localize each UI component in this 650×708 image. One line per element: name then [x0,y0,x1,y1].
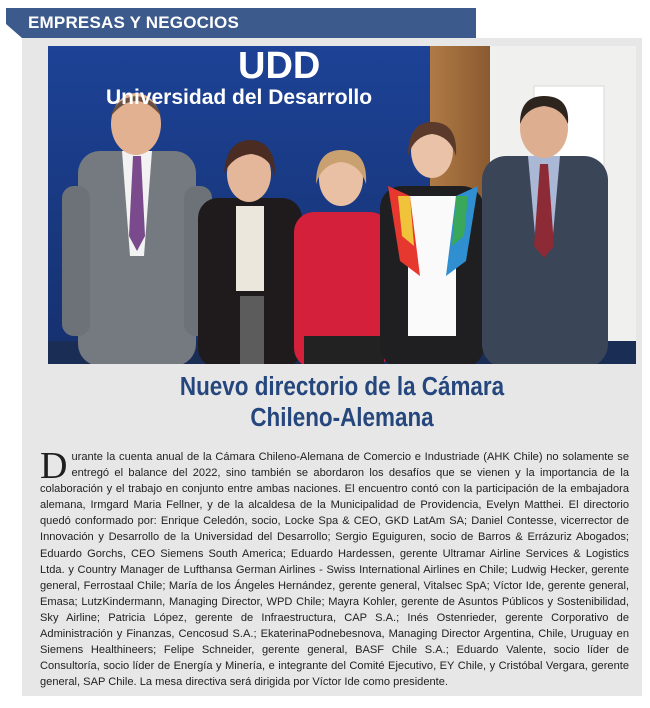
drop-cap: D [40,445,68,487]
article-photo [48,46,636,364]
headline-line-2: Chileno-Alemana [250,404,434,432]
article-headline [83,372,600,434]
section-header [6,8,476,38]
article-body-text: urante la cuenta anual de la Cámara Chileno-Alemana de Comercio e Industriade (AHK Chile) no solamente se entregó el balance del 2022, sino también se abordaron los desafíos que se vienen y la importancia de la colaboración y el trabajo en conjunto entre ambas naciones. El encuentro contó con la participación de la embajadora alemana, Irmgard Maria Fellner, y de la alcaldesa de la Municipalidad de Providencia, Evelyn Matthei. El directorio quedó conformado por: Enrique Celedón, socio, Locke Spa & CEO, GKD LatAm SA; Daniel Contesse, vicerrector de Innovación y Desarrollo de la Universidad del Desarrollo; Sergio Eguiguren, socio de Barros & Errázuriz Abogados; Eduardo Gorchs, CEO Siemens South America; Eduardo Hardessen, gerente Ultramar Airline Services & Logistics Ltda. y Country Manager de Lufthansa German Airlines - Swiss International Airlines en Chile; Ludwig Hecker, gerente general, Ferrostaal Chile; María de los Ángeles Hernández, gerente general, Vitalsec SpA; Víctor Ide, gerente general, Emasa; LutzKindermann, Managing Director, WPD Chile; Mayra Kohler, gerente de Asuntos Públicos y Sostenibilidad, Sky Airline; Patricia López, gerente de Infraestructura, CAP S.A.; Inés Ostenrieder, gerente Corporativo de Administración y Finanzas, Cencosud S.A.; EkaterinaPodnebesnova, Managing Director Argentina, Chile, Uruguay en Siemens Healthineers; Felipe Schneider, gerente general, BASF Chile S.A.; Eduardo Valente, socio líder de Consultoría, socio líder de Energía y Minería, e integrante del Comité Ejecutivo, EY Chile, y Cristóbal Vergara, gerente general, SAP Chile. La mesa directiva será dirigida por Víctor Ide como presidente. [40,451,629,689]
banner-logo: UDD [238,46,321,87]
article-card [22,38,642,696]
group-photo-illustration [48,46,636,364]
article-body [40,445,629,690]
section-label: EMPRESAS Y NEGOCIOS [28,13,240,32]
headline-line-1: Nuevo directorio de la Cámara [179,373,505,401]
banner-university-name: Universidad del Desarrollo [106,86,373,109]
